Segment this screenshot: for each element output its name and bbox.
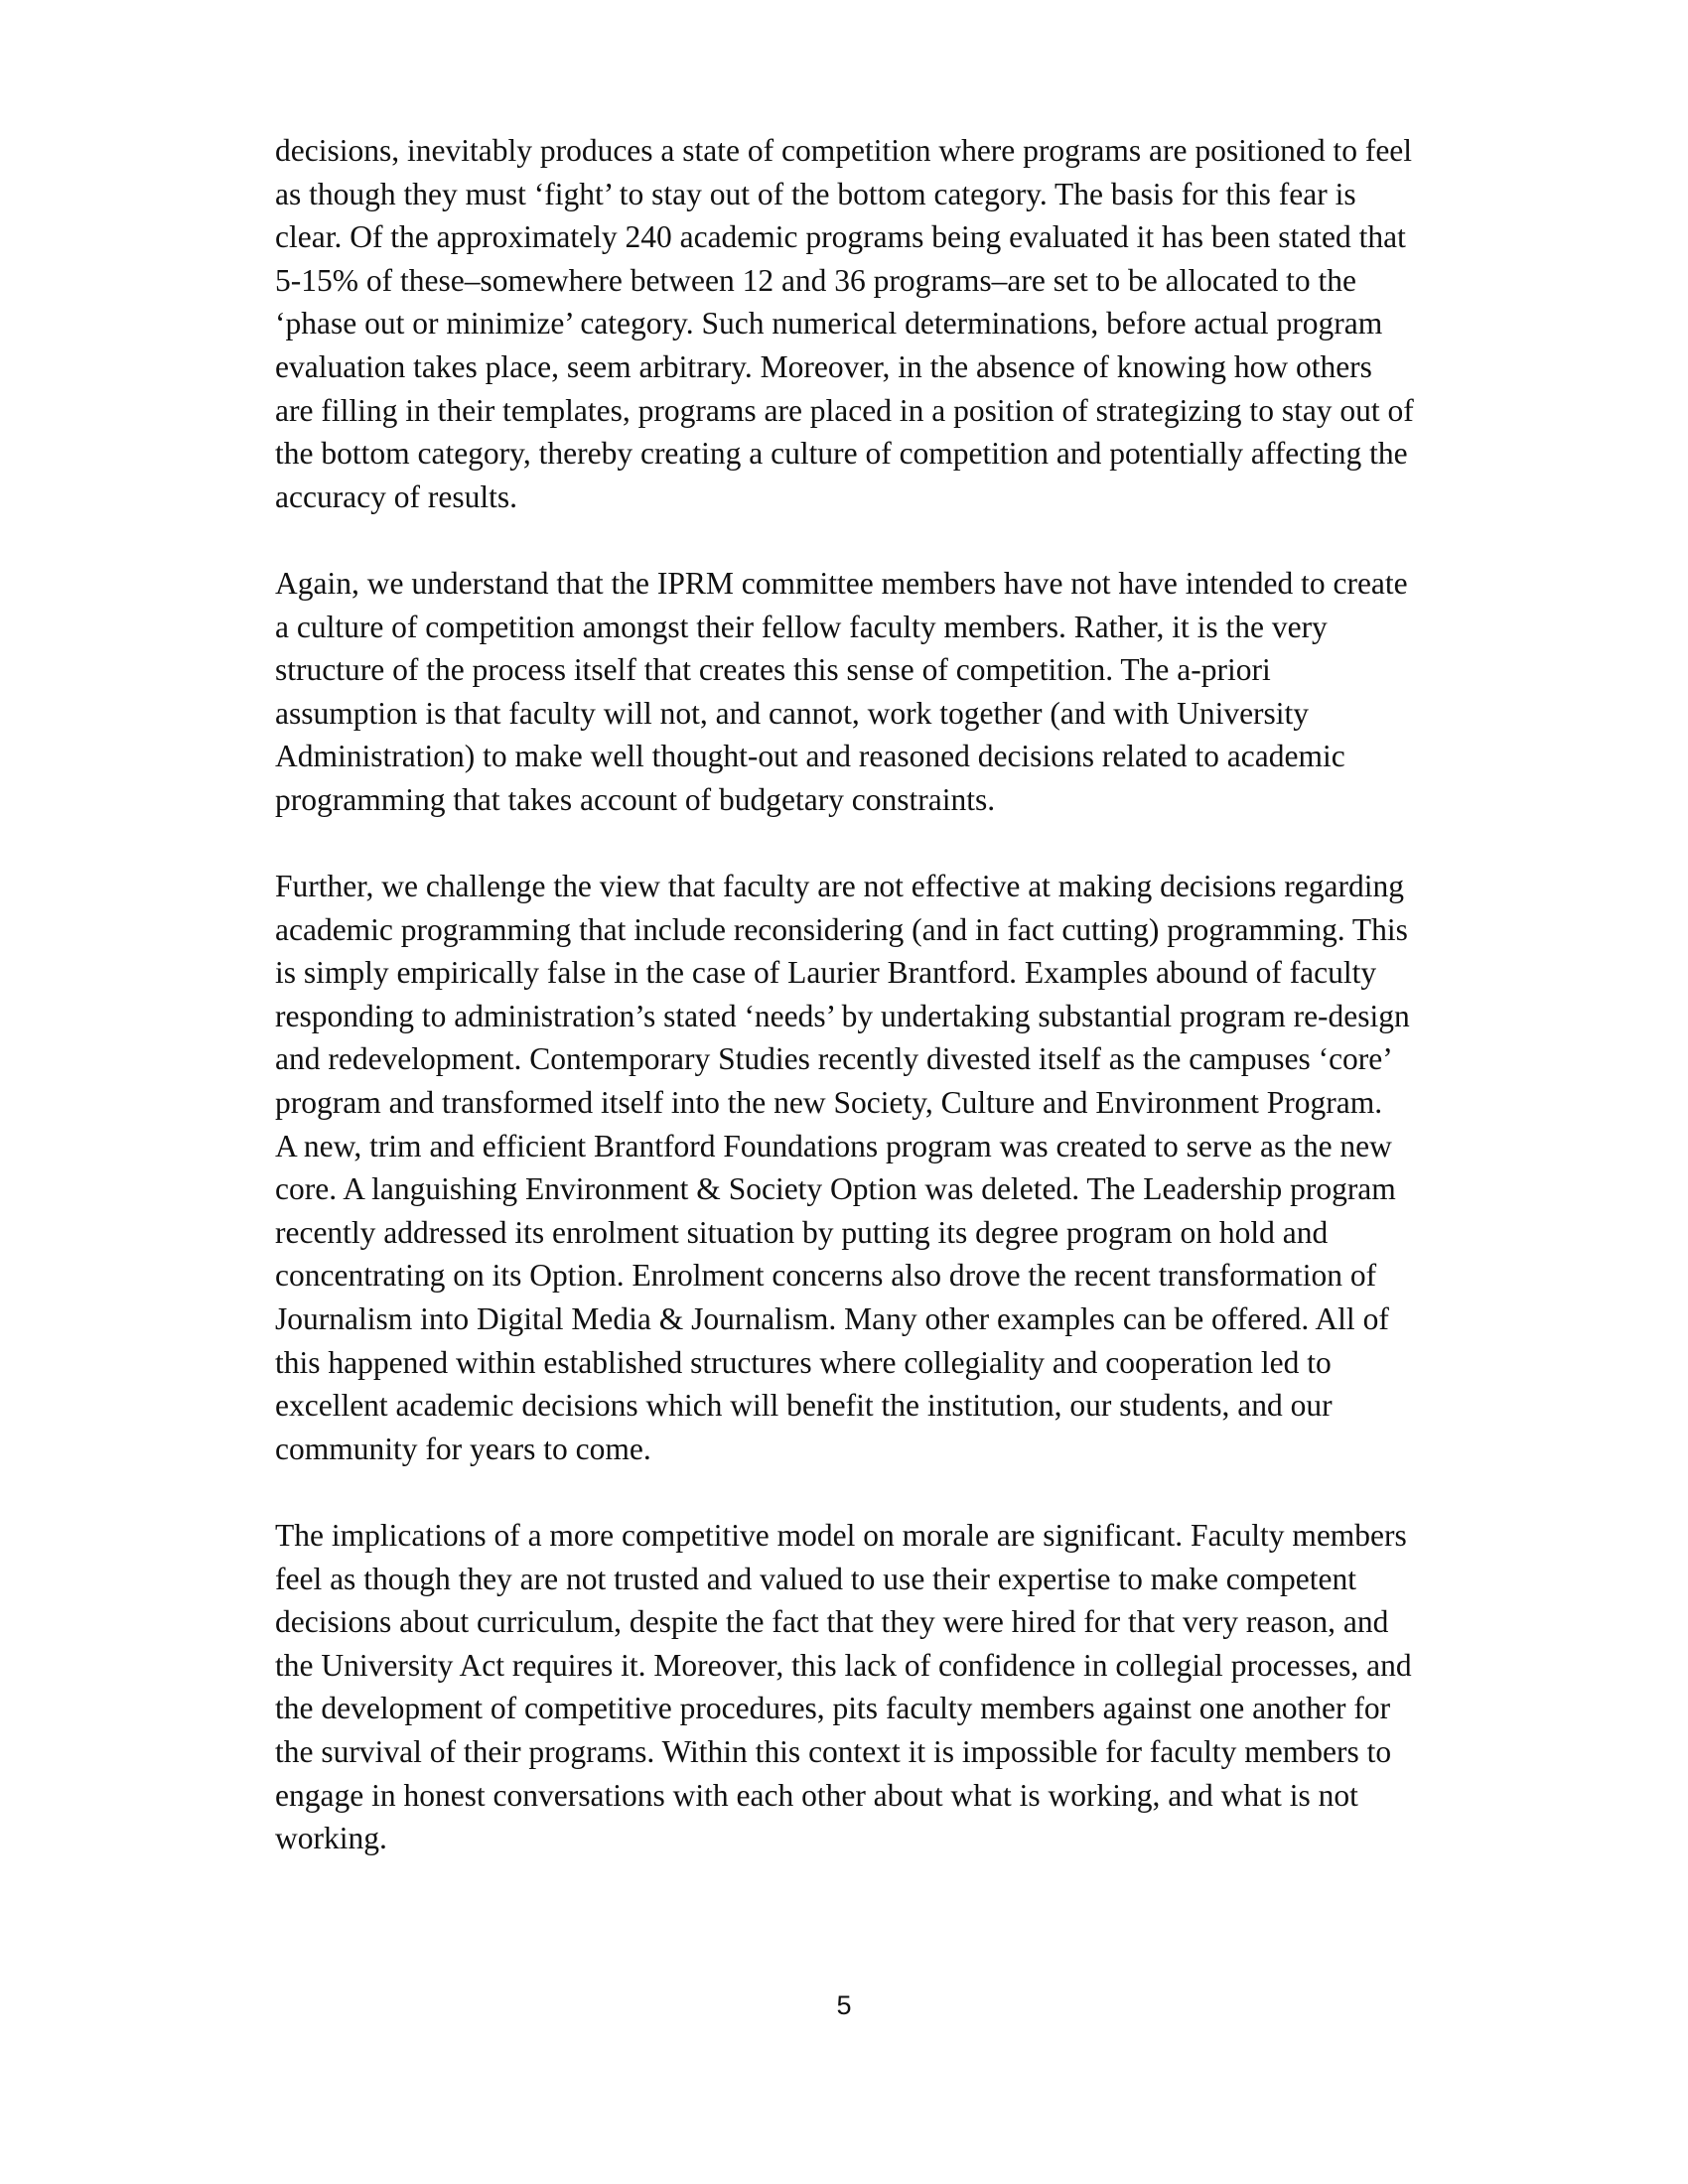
text-line: the development of competitive procedures, pits faculty members against one another for [275,1691,1391,1726]
text-line: evaluation takes place, seem arbitrary. Moreover, in the absence of knowing how others [275,348,1372,384]
paragraph-4 [275,1514,1506,1860]
text-line: clear. Of the approximately 240 academic programs being evaluated it has been stated that [275,219,1406,255]
text-line: program and transformed itself into the new Society, Culture and Environment Program. [275,1085,1383,1121]
text-line: The implications of a more competitive model on morale are significant. Faculty members [275,1518,1407,1553]
text-line: as though they must ‘fight’ to stay out of the bottom category. The basis for this fear is [275,176,1356,211]
text-line: decisions, inevitably produces a state of competition where programs are positioned to feel [275,133,1413,168]
text-line: feel as though they are not trusted and valued to use their expertise to make competent [275,1561,1357,1596]
text-line: academic programming that include reconsidering (and in fact cutting) programming. This [275,911,1408,947]
text-line: Journalism into Digital Media & Journalism. Many other examples can be offered. All of [275,1301,1389,1337]
text-line: programming that takes account of budgetary constraints. [275,781,996,817]
text-line: is simply empirically false in the case of Laurier Brantford. Examples abound of faculty [275,955,1377,991]
text-line: decisions about curriculum, despite the fact that they were hired for that very reason, and [275,1604,1389,1640]
text-line: this happened within established structures where collegiality and cooperation led to [275,1344,1332,1380]
text-line: core. A languishing Environment & Society Option was deleted. The Leadership program [275,1171,1396,1207]
text-line: the survival of their programs. Within this context it is impossible for faculty members to [275,1733,1392,1769]
paragraph-2 [275,562,1506,822]
text-line: Further, we challenge the view that faculty are not effective at making decisions regarding [275,869,1404,904]
text-line: community for years to come. [275,1431,651,1466]
text-line: Again, we understand that the IPRM committee members have not have intended to create [275,565,1408,601]
paragraph-1 [275,129,1506,518]
paragraph-3 [275,865,1506,1470]
text-line: the University Act requires it. Moreover, this lack of confidence in collegial processes, and [275,1647,1412,1683]
text-line: are filling in their templates, programs are placed in a position of strategizing to stay out of [275,392,1414,428]
text-line: recently addressed its enrolment situation by putting its degree program on hold and [275,1214,1329,1250]
page-number: 5 [836,1990,852,2020]
text-line: concentrating on its Option. Enrolment concerns also drove the recent transformation of [275,1258,1377,1294]
text-line: the bottom category, thereby creating a culture of competition and potentially affecting the [275,436,1408,472]
body-text [275,129,1506,1903]
text-line: engage in honest conversations with each other about what is working, and what is not [275,1777,1358,1813]
text-line: Administration) to make well thought-out and reasoned decisions related to academic [275,739,1345,774]
text-line: excellent academic decisions which will benefit the institution, our students, and our [275,1388,1333,1424]
text-line: responding to administration’s stated ‘needs’ by undertaking substantial program re-design [275,998,1410,1033]
text-line: a culture of competition amongst their fellow faculty members. Rather, it is the very [275,609,1328,644]
text-line: accuracy of results. [275,478,518,514]
text-line: 5-15% of these–somewhere between 12 and 36 programs–are set to be allocated to the [275,262,1356,298]
text-line: ‘phase out or minimize’ category. Such numerical determinations, before actual program [275,306,1383,341]
text-line: working. [275,1821,387,1856]
text-line: A new, trim and efficient Brantford Foundations program was created to serve as the new [275,1128,1392,1163]
text-line: and redevelopment. Contemporary Studies recently divested itself as the campuses ‘core’ [275,1041,1393,1077]
text-line: structure of the process itself that creates this sense of competition. The a-priori [275,652,1271,688]
text-line: assumption is that faculty will not, and cannot, work together (and with University [275,695,1310,731]
